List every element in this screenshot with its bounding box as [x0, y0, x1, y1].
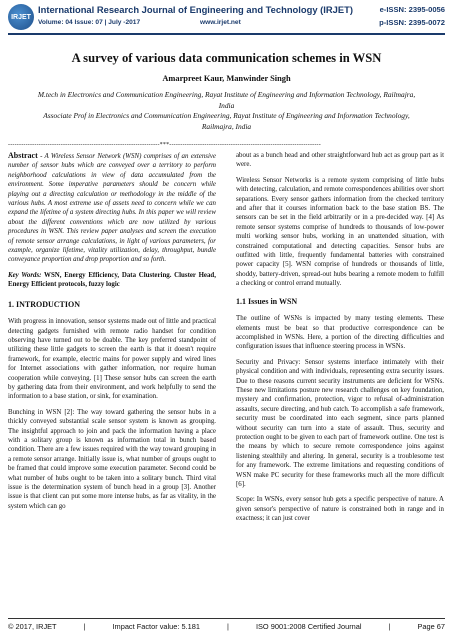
section-heading-issues: 1.1 Issues in WSN — [236, 296, 298, 306]
journal-header — [0, 0, 453, 40]
footer-iso: ISO 9001:2008 Certified Journal — [255, 622, 362, 631]
keywords-text: WSN, Energy Efficiency, Data Clustering. Cluster Head, Energy Efficient protocols, fuzzy logic — [8, 271, 216, 289]
affiliation-2: Associate Prof in Electronics and Communication Engineering, Rayat Institute of Engineering and Information Technology, Railmajra, India — [43, 111, 410, 131]
section-heading-introduction: 1. INTRODUCTION — [8, 299, 81, 309]
footer-sep-3: | — [388, 622, 391, 631]
header-divider — [8, 33, 445, 35]
affiliations — [30, 90, 423, 132]
irjet-logo: IRJET — [8, 4, 34, 30]
right-paragraph-3: Security and Privacy: Sensor systems interface intimately with their physical condition and with individuals, representing extra security issues. Due to these reasons current security instruments are deficient for WSNs. These new limitations posture new research challenges on key foundation, mystery and confirmation, protection, vigor to refusal of-administration assaults, secure directing, and hub catch. To accomplish a safe framework, security must be coordinated into each segment, since parts planned without security can turn into a state of assault. Thus, security and protection ought to be given to each part of framework outline. One test is the means by which to secure remote correspondence joins against listening stealthily and altering. In general, security is a troublesome test for any framework. The extreme limitations and requesting conditions of WSN make PC security for these frameworks much all the more difficult [6]. — [236, 358, 444, 488]
volume-issue: Volume: 04 Issue: 07 | July -2017 — [38, 19, 141, 26]
affiliation-1: M.tech in Electronics and Communication Engineering, Rayat Institute of Engineering and Information Technology, Railmajra, India — [37, 90, 416, 110]
footer-page: Page 67 — [417, 622, 445, 631]
right-paragraph-4: Scope: In WSNs, every sensor hub gets a specific perspective of nature. A given sensor's perspective of nature is constrained both in range and in exactness; it can just cover — [236, 496, 444, 523]
right-column — [236, 151, 444, 530]
footer-divider — [8, 618, 445, 619]
keywords-label: Key Words: — [8, 271, 42, 279]
pissn: p-ISSN: 2395-0072 — [379, 18, 445, 27]
abstract — [8, 151, 216, 265]
intro-paragraph-2: Bunching in WSN [2]: The way toward gathering the sensor hubs in a thickly conveyed substantial scale sensor system is known as grouping. The insightful approach to join and pack the information having a place with a solitary group is known as information total in bunch based condition. There are a few issues required with the way toward grouping in a remote sensor arrange. Initially issue is, what number of groups ought to be framed that could improve some execution parameter. Second could be what number of hubs ought to be taken into a solitary bunch. Third vital issue is the determination system of bunch head in a group [3]. Another issue is that client can put some more intense hubs, as far as vitality, in the system which can go — [8, 408, 216, 510]
journal-website[interactable]: www.irjet.net — [200, 19, 241, 26]
paper-title: A survey of various data communication schemes in WSN — [71, 51, 382, 65]
abstract-text: - A Wireless Sensor Network (WSN) comprises of an extensive number of sensor hubs which are conveyed over a territory to perform neighborhood calculations in view of data accumulated from the environment. Some imperative parameters should be concern while playing out a directing calculation or methodology in the middle of the various hubs. A most extreme use of assets need to concern while we can expand the lifetime of a system directing hubs. In this paper we will review about the different conventions which are now utilized by various procedures in WSN. This review paper analyses and screen the execution of remote sensor arrange calculations, in light of various parameters, for example, organize lifetime, vitality utilization, delay, throughput, bundle conveyance proportion and drop proportion and so forth. — [8, 153, 216, 264]
keywords — [8, 271, 216, 290]
abstract-label: Abstract — [8, 151, 38, 160]
intro-paragraph-1: With progress in innovation, sensor systems made out of little and practical detecting gadgets furnished with remote radio handset for condition observing have turned out to be doable. The key preferred standpoint of utilizing these little gadgets to screen the earth is that it doesn't require framework, for example, electric mains for power supply and wired lines for Internet associations with gather information, nor require human cooperation while conveying. [1] These sensor hubs can screen the earth by gathering data from their environment, and work helpfully to send the information to a base station, or sink, for examination. — [8, 318, 216, 401]
page-footer — [8, 622, 445, 631]
footer-sep-1: | — [83, 622, 86, 631]
footer-copyright: © 2017, IRJET — [8, 622, 57, 631]
paper-authors: Amarpreet Kaur, Manwinder Singh — [162, 74, 291, 83]
section-separator: ---------------------------------------------------------------------***--------------------------------------------------------------------- — [8, 142, 321, 148]
eissn: e-ISSN: 2395-0056 — [379, 5, 445, 14]
right-paragraph-1: Wireless Sensor Networks is a remote system comprising of little hubs with detecting, calculation, and remote correspondences abilities over short separations. Every sensor gathers information from the checked territory and after that it courses information back to the base station BS. The sensors can be set in the field arbitrarily or in a pre-decided way. [4] As remote sensor systems comprise of hundreds to thousands of low-power multi working sensor hubs, working in an unattended situation, with constrained computational and detecting capacities. Sensor hubs are outfitted with little, frequently fundamental batteries with constrained power capacity [5]. WSN comprise of hundreds or thousands of little, shoddy, battery-driven, spread-out hubs bearing a remote modem to fulfill a checking or control errand mutually. — [236, 176, 444, 288]
footer-impact: Impact Factor value: 5.181 — [112, 622, 201, 631]
footer-sep-2: | — [227, 622, 229, 631]
right-paragraph-2: The outline of WSNs is impacted by many testing elements. These elements must be beat so that productive correspondence can be accomplished in WSNs. Here, a portion of the directing difficulties and configuration issues that influence steering process in WSNs. — [236, 315, 444, 351]
right-paragraph-0: about as a bunch head and other straightforward hub act as group part as it were. — [236, 152, 444, 169]
journal-name: International Research Journal of Engineering and Technology (IRJET) — [38, 4, 353, 15]
left-column — [8, 151, 216, 517]
